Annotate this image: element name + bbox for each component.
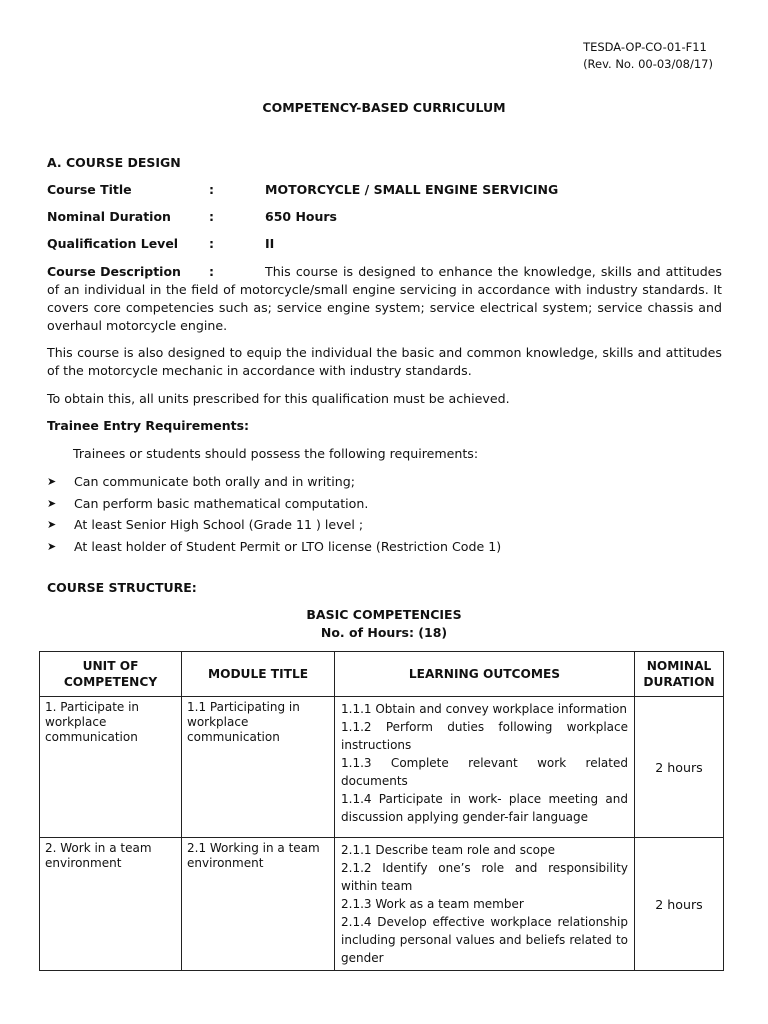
- learning-outcome: 1.1.3 Complete relevant work related documents: [341, 756, 628, 788]
- competency-table: [39, 651, 724, 971]
- table-header-row: [40, 652, 724, 697]
- colon: :: [209, 209, 214, 224]
- unit-cell: 2. Work in a team environment: [40, 838, 182, 971]
- trainee-entry-intro: Trainees or students should possess the following requirements:: [73, 446, 479, 461]
- paragraph-equip: This course is also designed to equip the individual the basic and common knowledge, skills and attitudes of the motorcycle mechanic in accordance with industry standards.: [47, 345, 722, 378]
- list-item: ➤ At least Senior High School (Grade 11 ) level ;: [47, 514, 501, 536]
- colon: :: [209, 236, 214, 251]
- colon: :: [209, 182, 214, 197]
- column-header-duration: NOMINAL DURATION: [635, 652, 724, 697]
- arrow-bullet-icon: ➤: [47, 539, 57, 553]
- course-title-value: MOTORCYCLE / SMALL ENGINE SERVICING: [265, 182, 559, 197]
- module-cell: 1.1 Participating in workplace communication: [182, 697, 335, 838]
- table-title: BASIC COMPETENCIES: [306, 607, 462, 622]
- column-header-unit: UNIT OF COMPETENCY: [40, 652, 182, 697]
- qualification-level-value: II: [265, 236, 275, 251]
- course-description-label: Course Description: [47, 264, 181, 279]
- document-code-line1: TESDA-OP-CO-01-F11: [583, 40, 707, 54]
- duration-cell: 2 hours: [635, 697, 724, 838]
- learning-outcome: 2.1.3 Work as a team member: [341, 897, 524, 911]
- learning-outcome: 2.1.2 Identify one’s role and responsibility within team: [341, 861, 628, 893]
- column-header-module: MODULE TITLE: [182, 652, 335, 697]
- requirements-list: [47, 471, 501, 557]
- course-title-label: Course Title: [47, 182, 132, 197]
- list-item: ➤ Can communicate both orally and in writing;: [47, 471, 501, 493]
- table-row: [40, 697, 724, 838]
- learning-outcome: 1.1.2 Perform duties following workplace instructions: [341, 720, 628, 752]
- learning-outcome: 2.1.4 Develop effective workplace relationship including personal values and beliefs related to gender: [341, 915, 628, 965]
- list-item: ➤ Can perform basic mathematical computation.: [47, 493, 501, 515]
- arrow-bullet-icon: ➤: [47, 475, 57, 488]
- learning-outcome: 1.1.4 Participate in work- place meeting and discussion applying gender-fair language: [341, 792, 628, 824]
- document-code: [583, 39, 713, 73]
- section-heading-course-design: A. COURSE DESIGN: [47, 155, 181, 170]
- course-structure-heading: COURSE STRUCTURE:: [47, 580, 197, 595]
- learning-outcome: 1.1.1 Obtain and convey workplace information: [341, 702, 627, 716]
- learning-outcome: 2.1.1 Describe team role and scope: [341, 843, 555, 857]
- course-description-text: This course is designed to enhance the knowledge, skills and attitudes of an individual in the field of motorcycle/small engine servicing in accordance with industry standards. It covers core competencies such as; service engine system; service electrical system; service chassis and overhaul motorcycle engine.: [47, 264, 722, 333]
- module-cell: 2.1 Working in a team environment: [182, 838, 335, 971]
- outcomes-cell: [335, 697, 635, 838]
- arrow-bullet-icon: ➤: [47, 518, 57, 531]
- paragraph-obtain: To obtain this, all units prescribed for this qualification must be achieved.: [47, 391, 510, 406]
- table-row: [40, 838, 724, 971]
- trainee-entry-heading: Trainee Entry Requirements:: [47, 418, 250, 433]
- nominal-duration-value: 650 Hours: [265, 209, 337, 224]
- colon: :: [209, 264, 214, 279]
- table-hours: No. of Hours: (18): [320, 625, 448, 640]
- outcomes-cell: [335, 838, 635, 971]
- duration-cell: 2 hours: [635, 838, 724, 971]
- document-revision: (Rev. No. 00-03/08/17): [583, 57, 713, 71]
- page-title: COMPETENCY-BASED CURRICULUM: [262, 100, 506, 115]
- nominal-duration-label: Nominal Duration: [47, 209, 171, 224]
- column-header-outcomes: LEARNING OUTCOMES: [335, 652, 635, 697]
- arrow-bullet-icon: ➤: [47, 496, 57, 510]
- unit-cell: 1. Participate in workplace communication: [40, 697, 182, 838]
- qualification-level-label: Qualification Level: [47, 236, 179, 251]
- list-item: ➤ At least holder of Student Permit or LTO license (Restriction Code 1): [47, 536, 501, 558]
